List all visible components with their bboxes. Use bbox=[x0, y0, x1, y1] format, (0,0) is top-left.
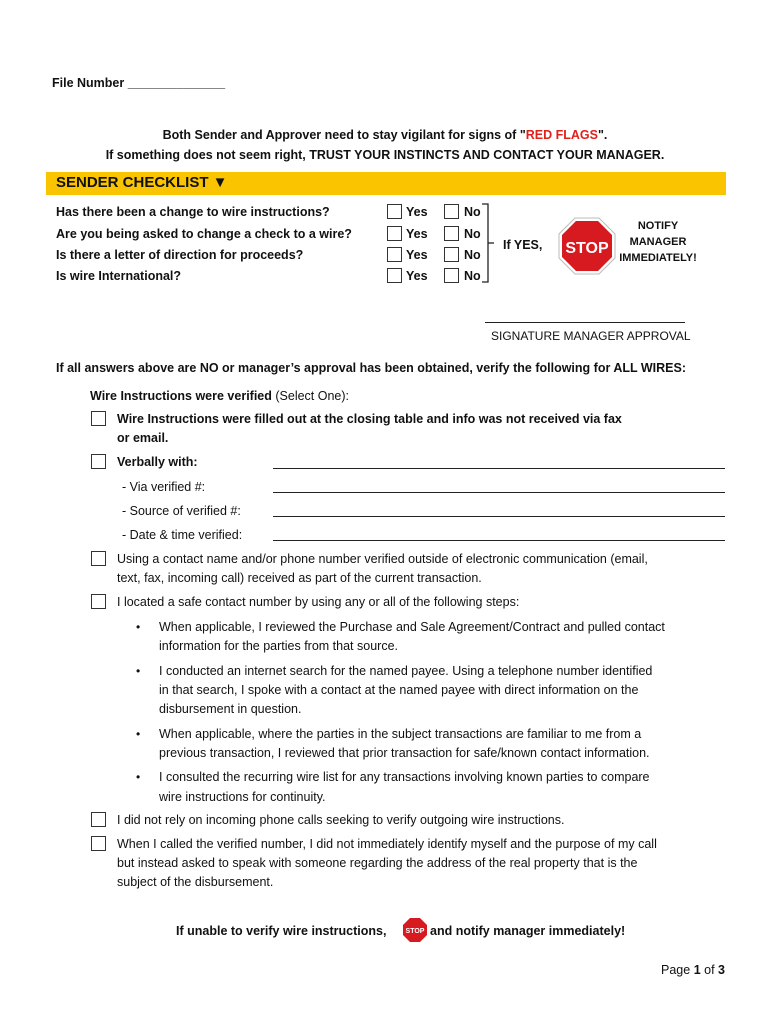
contact-verified-line-2: text, fax, incoming call) received as part of the current transaction. bbox=[117, 571, 482, 585]
q4-no-checkbox[interactable] bbox=[444, 268, 459, 283]
small-stop-sign-icon bbox=[403, 918, 427, 942]
step-4-line-2: wire instructions for continuity. bbox=[159, 790, 326, 804]
question-2: Are you being asked to change a check to a wire? bbox=[56, 227, 352, 241]
q3-yes-checkbox[interactable] bbox=[387, 247, 402, 262]
bullet-icon: • bbox=[136, 664, 141, 678]
q1-no-label: No bbox=[464, 205, 481, 219]
step-4-line-1: I consulted the recurring wire list for any transactions involving known parties to compare bbox=[159, 770, 650, 784]
question-4: Is wire International? bbox=[56, 269, 182, 283]
verbally-checkbox[interactable] bbox=[91, 454, 106, 469]
step-3-line-2: previous transaction, I reviewed that prior transaction for safe/known contact information. bbox=[159, 746, 650, 760]
section-title: SENDER CHECKLIST ▼ bbox=[56, 174, 228, 191]
date-verified-line[interactable] bbox=[273, 540, 725, 541]
no-rely-label: I did not rely on incoming phone calls seeking to verify outgoing wire instructions. bbox=[117, 813, 565, 827]
step-1-line-2: information for the parties from that source. bbox=[159, 639, 398, 653]
step-2-line-2: in that search, I spoke with a contact at the named payee with direct information on the bbox=[159, 683, 639, 697]
q1-yes-label: Yes bbox=[406, 205, 428, 219]
q4-no-label: No bbox=[464, 269, 481, 283]
signature-label: SIGNATURE MANAGER APPROVAL bbox=[491, 329, 691, 343]
q2-no-label: No bbox=[464, 227, 481, 241]
q1-no-checkbox[interactable] bbox=[444, 204, 459, 219]
source-verified-line[interactable] bbox=[273, 516, 725, 517]
q2-no-checkbox[interactable] bbox=[444, 226, 459, 241]
located-safe-checkbox[interactable] bbox=[91, 594, 106, 609]
step-2-line-1: I conducted an internet search for the named payee. Using a telephone number identified bbox=[159, 664, 653, 678]
contact-verified-line-1: Using a contact name and/or phone number verified outside of electronic communication (email, bbox=[117, 552, 648, 566]
q1-yes-checkbox[interactable] bbox=[387, 204, 402, 219]
q2-yes-checkbox[interactable] bbox=[387, 226, 402, 241]
q4-yes-label: Yes bbox=[406, 269, 428, 283]
file-number-label: File Number ______________ bbox=[52, 76, 226, 90]
verify-intro: If all answers above are NO or manager’s approval has been obtained, verify the following for ALL WIRES: bbox=[56, 361, 687, 375]
yes-bracket bbox=[480, 202, 500, 286]
called-verified-line-2: but instead asked to speak with someone regarding the address of the real property that is the bbox=[117, 856, 638, 870]
date-verified-label: - Date & time verified: bbox=[122, 528, 243, 542]
red-flags-text: RED FLAGS bbox=[525, 128, 598, 142]
q3-yes-label: Yes bbox=[406, 248, 428, 262]
filled-out-checkbox[interactable] bbox=[91, 411, 106, 426]
source-verified-label: - Source of verified #: bbox=[122, 504, 241, 518]
step-2-line-3: disbursement in question. bbox=[159, 702, 302, 716]
question-3: Is there a letter of direction for proceeds? bbox=[56, 248, 304, 262]
bullet-icon: • bbox=[136, 770, 141, 784]
filled-out-line-1: Wire Instructions were filled out at the closing table and info was not received via fax bbox=[117, 412, 622, 426]
located-safe-label: I located a safe contact number by using any or all of the following steps: bbox=[117, 595, 520, 609]
intro-line-1: Both Sender and Approver need to stay vigilant for signs of "RED FLAGS". bbox=[162, 128, 608, 142]
via-verified-line[interactable] bbox=[273, 492, 725, 493]
contact-verified-checkbox[interactable] bbox=[91, 551, 106, 566]
verbally-label: Verbally with: bbox=[117, 455, 198, 469]
via-verified-label: - Via verified #: bbox=[122, 480, 206, 494]
footer-note-pre: If unable to verify wire instructions, bbox=[176, 924, 387, 938]
wire-verified-heading: Wire Instructions were verified (Select One): bbox=[90, 389, 350, 403]
q2-yes-label: Yes bbox=[406, 227, 428, 241]
step-3-line-1: When applicable, where the parties in the subject transactions are familiar to me from a bbox=[159, 727, 642, 741]
bullet-icon: • bbox=[136, 620, 141, 634]
q3-no-checkbox[interactable] bbox=[444, 247, 459, 262]
svg-text:STOP: STOP bbox=[405, 928, 425, 935]
step-1-line-1: When applicable, I reviewed the Purchase and Sale Agreement/Contract and pulled contact bbox=[159, 620, 665, 634]
called-verified-checkbox[interactable] bbox=[91, 836, 106, 851]
stop-sign-text: STOP bbox=[565, 240, 609, 257]
called-verified-line-1: When I called the verified number, I did not immediately identify myself and the purpose of my call bbox=[117, 837, 657, 851]
footer-note-post: and notify manager immediately! bbox=[430, 924, 626, 938]
signature-line[interactable] bbox=[485, 322, 685, 323]
filled-out-line-2: or email. bbox=[117, 431, 169, 445]
q4-yes-checkbox[interactable] bbox=[387, 268, 402, 283]
question-1: Has there been a change to wire instructions? bbox=[56, 205, 330, 219]
notify-manager-text: NOTIFY MANAGER IMMEDIATELY! bbox=[619, 220, 697, 264]
no-rely-checkbox[interactable] bbox=[91, 812, 106, 827]
bullet-icon: • bbox=[136, 727, 141, 741]
called-verified-line-3: subject of the disbursement. bbox=[117, 875, 274, 889]
q3-no-label: No bbox=[464, 248, 481, 262]
page-number: Page 1 of 3 bbox=[661, 963, 725, 977]
if-yes-label: If YES, bbox=[503, 238, 543, 252]
verbally-line[interactable] bbox=[273, 468, 725, 469]
intro-line-2: If something does not seem right, TRUST YOUR INSTINCTS AND CONTACT YOUR MANAGER. bbox=[105, 148, 665, 162]
